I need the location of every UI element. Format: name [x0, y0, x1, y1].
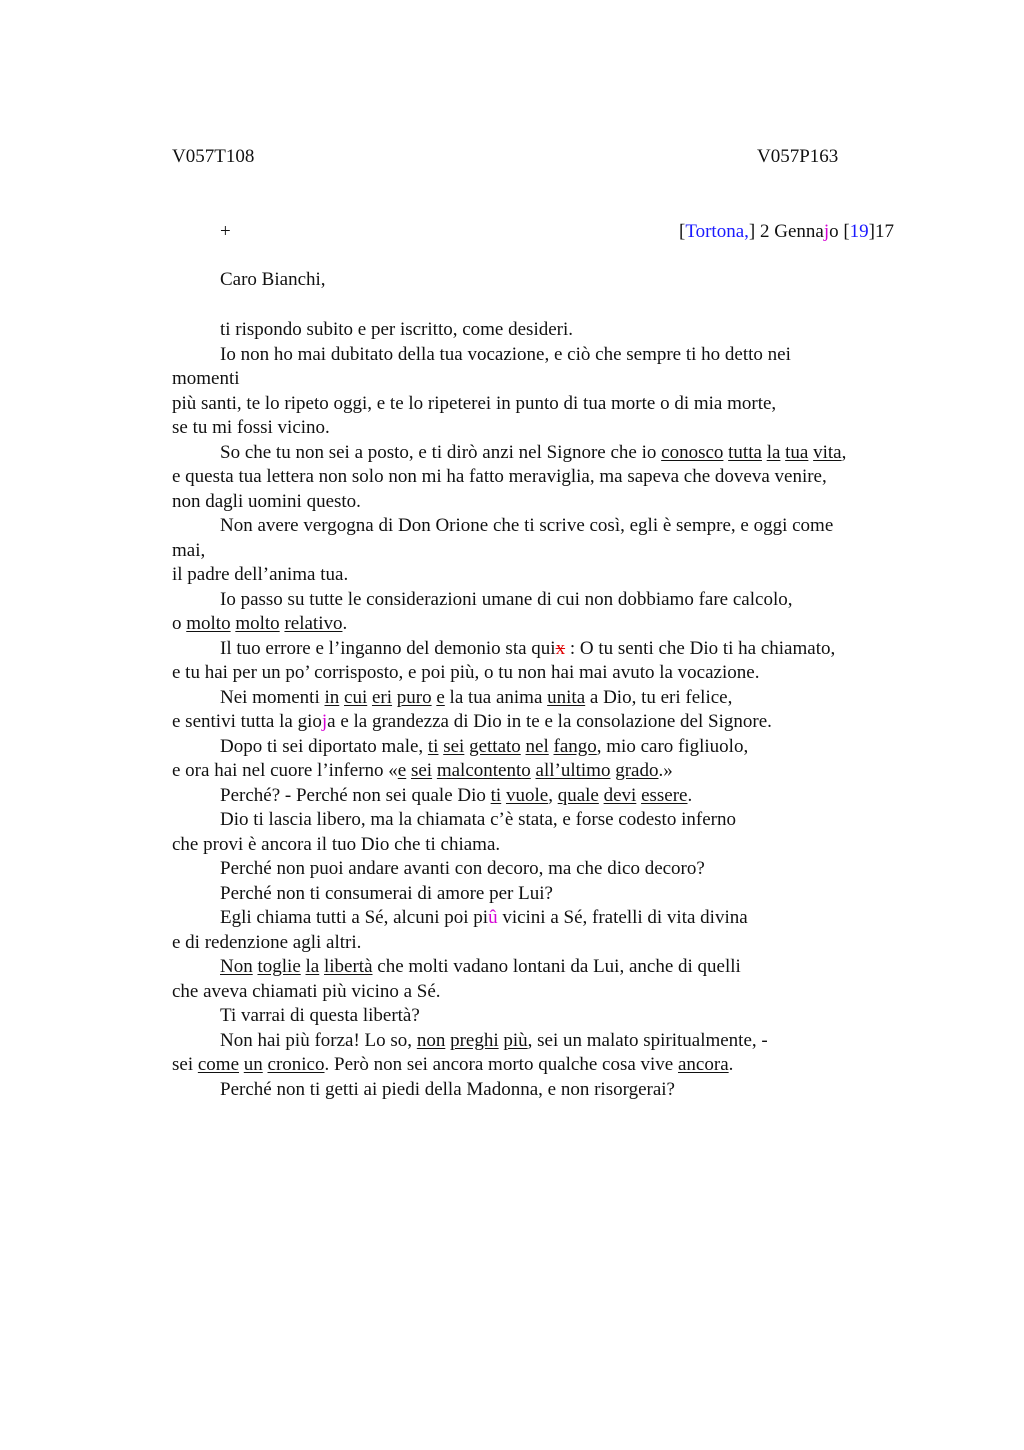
text-line — [172, 514, 912, 539]
underlined-word: tutta — [728, 441, 762, 463]
text-run: So che tu non sei a posto, e ti dirò anzi nel Signore che io — [220, 441, 662, 463]
text-run: ti rispondo subito e per iscritto, come desideri. — [220, 319, 574, 340]
underlined-word: devi — [603, 784, 637, 806]
underlined-word: ancora — [678, 1054, 729, 1075]
bracket: ] — [748, 221, 756, 242]
text-run: Nei momenti — [220, 686, 325, 708]
underlined-word: ti — [427, 735, 439, 757]
underlined-word: eri — [371, 686, 393, 708]
text-line — [172, 906, 912, 931]
underlined-word: puro — [396, 686, 432, 708]
underlined-word: nel — [525, 735, 549, 757]
dateline — [679, 221, 894, 243]
text-line — [172, 1078, 912, 1103]
editorial-letter: j — [321, 711, 328, 732]
text-line — [172, 416, 912, 441]
underlined-word: essere — [641, 784, 688, 806]
underlined-word: in — [324, 686, 340, 708]
text-run: e sentivi tutta la gio — [172, 711, 322, 732]
text-line — [172, 686, 912, 711]
year-century: 19 — [849, 221, 869, 242]
text-run: Perché? - Perché non sei quale Dio — [220, 784, 491, 806]
text-line — [172, 367, 912, 392]
text-line — [172, 955, 912, 980]
text-line — [172, 539, 912, 564]
underlined-word: la — [766, 441, 781, 463]
text-line — [172, 343, 912, 368]
text-run: a e la grandezza di Dio in te e la consolazione del Signore. — [327, 711, 772, 732]
underlined-word: e — [397, 760, 407, 781]
text-run: , — [548, 784, 558, 806]
underlined-word: quale — [557, 784, 599, 806]
text-run: : O tu senti che Dio ti ha chiamato, — [565, 637, 836, 659]
year-digits: 17 — [875, 221, 894, 242]
text-run: se tu mi fossi vicino. — [172, 417, 330, 438]
text-run: che aveva chiamati più vicino a Sé. — [172, 980, 441, 1002]
text-run: Perché non puoi andare avanti con decoro, ma che dico decoro? — [220, 858, 705, 879]
text-run: . — [687, 784, 693, 806]
document-id: V057T108 — [172, 146, 255, 167]
text-line — [172, 588, 912, 613]
text-line — [172, 735, 912, 760]
text-run: non dagli uomini questo. — [172, 490, 361, 512]
underlined-word: cui — [344, 686, 368, 708]
text-run: Io non ho mai dubitato della tua vocazione, e ciò che sempre ti ho detto nei — [220, 343, 791, 365]
place-name: Tortona, — [685, 221, 749, 242]
bracket: ] — [868, 221, 875, 242]
text-run: o — [172, 613, 187, 634]
text-line — [172, 1004, 912, 1029]
underlined-word: toglie — [257, 956, 301, 977]
text-line — [172, 882, 912, 907]
salutation: Caro Bianchi, — [220, 269, 326, 290]
underlined-word: un — [243, 1054, 263, 1075]
text-run: . — [728, 1054, 734, 1075]
underlined-word: conosco — [661, 441, 724, 463]
underlined-word: all’ultimo — [535, 760, 611, 781]
text-run: , — [841, 441, 847, 463]
text-line — [172, 1029, 912, 1054]
underlined-word: preghi — [450, 1029, 499, 1051]
date-text: o — [829, 221, 844, 242]
text-line — [172, 980, 912, 1005]
text-run: e tu hai per un po’ corrisposto, e poi più, o tu non hai mai avuto la vocazione. — [172, 662, 760, 683]
underlined-word: vita — [813, 441, 842, 463]
underlined-word: cronico — [267, 1054, 325, 1075]
text-run: Perché non ti consumerai di amore per Lui? — [220, 882, 553, 904]
text-line — [172, 465, 912, 490]
text-run: , sei un malato spiritualmente, - — [527, 1029, 768, 1051]
text-run: sei — [172, 1054, 198, 1075]
text-line — [172, 318, 912, 343]
underlined-word: gettato — [469, 735, 521, 757]
page-id: V057P163 — [757, 146, 839, 167]
text-run: Egli chiama tutti a Sé, alcuni poi pi — [220, 907, 489, 928]
underlined-word: la — [305, 956, 320, 977]
editorial-letter: û — [488, 907, 498, 928]
text-line — [172, 392, 912, 417]
underlined-word: vuole — [505, 784, 549, 806]
text-run: che molti vadano lontani da Lui, anche di quelli — [372, 956, 741, 977]
underlined-word: come — [197, 1054, 240, 1075]
underlined-word: più — [503, 1029, 528, 1051]
text-run: Dopo ti sei diportato male, — [220, 735, 428, 757]
underlined-word: grado — [615, 760, 659, 781]
text-line — [172, 612, 912, 637]
text-run: Dio ti lascia libero, ma la chiamata c’è stata, e forse codesto inferno — [220, 809, 736, 830]
text-run: Il tuo errore e l’inganno del demonio sta qui — [220, 637, 556, 659]
text-run: e di redenzione agli altri. — [172, 931, 362, 953]
underlined-word: e — [436, 686, 445, 708]
text-line — [172, 563, 912, 588]
text-run: a Dio, tu eri felice, — [585, 686, 733, 708]
text-line — [172, 833, 912, 858]
underlined-word: tua — [785, 441, 809, 463]
underlined-word: Non — [220, 956, 253, 977]
text-line — [172, 637, 912, 662]
underlined-word: relativo — [284, 613, 343, 634]
underlined-word: non — [416, 1029, 446, 1051]
underlined-word: malcontento — [436, 760, 531, 781]
editorial-letter: j — [823, 221, 830, 242]
text-run: . — [342, 613, 348, 634]
text-line — [172, 759, 912, 784]
text-run: Non avere vergogna di Don Orione che ti scrive così, egli è sempre, e oggi come — [220, 515, 834, 536]
text-run: il padre dell’anima tua. — [172, 564, 349, 585]
date-text: 2 Genna — [755, 221, 824, 242]
underlined-word: ti — [490, 784, 502, 806]
text-line — [172, 1053, 912, 1078]
cross-mark: + — [220, 221, 231, 242]
text-line — [172, 784, 912, 809]
bracket: [ — [678, 221, 686, 242]
underlined-word: sei — [443, 735, 465, 757]
text-line — [172, 931, 912, 956]
text-run: e ora hai nel cuore l’inferno « — [172, 760, 398, 781]
text-run: Ti varrai di questa libertà? — [220, 1005, 420, 1026]
text-run: vicini a Sé, fratelli di vita divina — [497, 907, 748, 928]
text-run: , mio caro figliuolo, — [596, 735, 749, 757]
text-run: Non hai più forza! Lo so, — [220, 1029, 417, 1051]
underlined-word: unita — [547, 686, 586, 708]
text-run: la tua anima — [444, 686, 548, 708]
text-run: . Però non sei ancora morto qualche cosa vive — [324, 1054, 678, 1075]
text-run: .» — [658, 760, 673, 781]
bracket: [ — [843, 221, 850, 242]
underlined-word: libertà — [323, 956, 373, 977]
text-line — [172, 661, 912, 686]
text-run: mai, — [172, 539, 206, 561]
deletion-mark: x — [555, 637, 566, 659]
text-line — [172, 441, 912, 466]
underlined-word: molto — [186, 613, 231, 634]
text-run: che provi è ancora il tuo Dio che ti chiama. — [172, 833, 501, 855]
letter-body — [172, 318, 912, 1102]
underlined-word: molto — [235, 613, 280, 634]
text-line — [172, 857, 912, 882]
text-run: Io passo su tutte le considerazioni umane di cui non dobbiamo fare calcolo, — [220, 588, 793, 610]
text-line — [172, 710, 912, 735]
text-run: Perché non ti getti ai piedi della Madonna, e non risorgerai? — [220, 1078, 675, 1100]
text-run: momenti — [172, 368, 240, 389]
text-run: e questa tua lettera non solo non mi ha fatto meraviglia, ma sapeva che doveva venire, — [172, 466, 827, 487]
underlined-word: sei — [410, 760, 433, 781]
underlined-word: fango — [553, 735, 597, 757]
text-run: più santi, te lo ripeto oggi, e te lo ripeterei in punto di tua morte o di mia morte, — [172, 392, 777, 414]
text-line — [172, 808, 912, 833]
text-line — [172, 490, 912, 515]
